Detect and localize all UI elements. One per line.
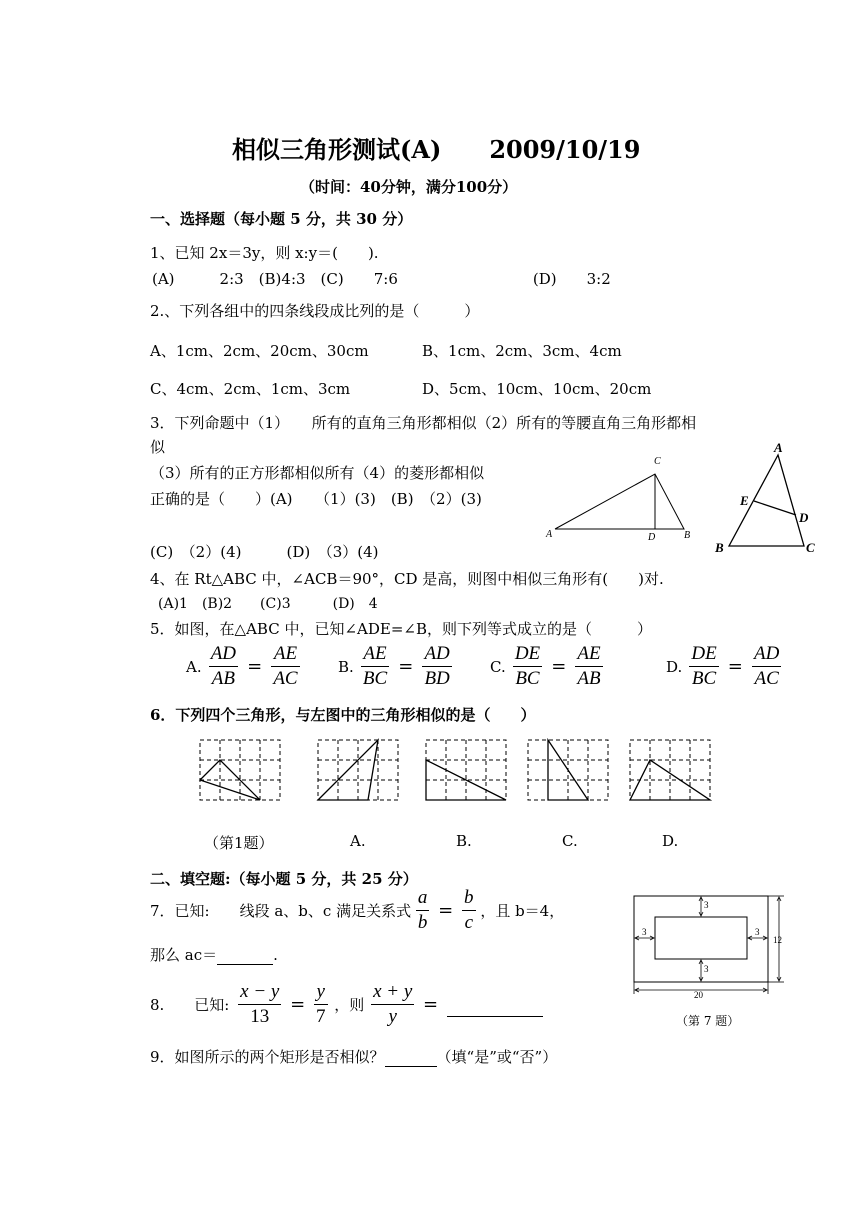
q7-stem-a: 7．已知: 线段 a、b、c 满足关系式 — [150, 901, 412, 920]
label-e: E — [740, 493, 749, 508]
q5-a-left-num: AD — [209, 642, 238, 667]
q5-c-left-fraction — [513, 642, 542, 691]
q5-option-d — [666, 642, 781, 691]
q3-line4: 正确的是（ ）(A) （1）(3) (B) （2）(3) — [150, 490, 482, 508]
q8-frac2-den: 7 — [316, 1006, 326, 1027]
dim-bottom: 3 — [704, 964, 709, 974]
q5-c-right-num: AE — [575, 642, 602, 667]
q5-b-eq: = — [398, 656, 414, 677]
section2-heading: 二、填空题:（每小题 5 分，共 25 分） — [150, 870, 418, 888]
q8-line — [150, 980, 543, 1029]
label-d2: D — [799, 510, 809, 525]
q8-frac3 — [371, 980, 414, 1029]
q8-frac1-den: 13 — [250, 1006, 270, 1027]
q9-stem-b: （填“是”或“否”） — [436, 1048, 558, 1066]
q5-c-right-fraction — [575, 642, 602, 691]
grid-option-d — [628, 738, 712, 802]
q7-frac1-den: b — [417, 912, 428, 933]
label-b: B — [684, 530, 691, 541]
q5-a-left-fraction — [209, 642, 238, 691]
dim-height: 12 — [773, 935, 782, 945]
triangle-ade-figure — [712, 440, 832, 560]
q2-stem: 2.、下列各组中的四条线段成比列的是（ ） — [150, 302, 480, 320]
q8-frac3-num: x + y — [371, 980, 414, 1005]
q5-c-left-den: BC — [515, 668, 540, 689]
q5-d-left-num: DE — [689, 642, 718, 667]
q1-stem: 1、已知 2x＝3y，则 x:y＝( ). — [150, 244, 379, 262]
q5-a-right-den: AC — [273, 668, 298, 689]
q7-answer-blank[interactable] — [217, 946, 273, 965]
q5-b-right-fraction — [422, 642, 451, 691]
q6-caption-ref: （第1题） — [204, 834, 274, 852]
q2-option-b: B、1cm、2cm、3cm、4cm — [422, 342, 622, 360]
q8-answer-blank[interactable] — [447, 992, 543, 1017]
q6-stem: 6．下列四个三角形，与左图中的三角形相似的是（ ） — [150, 706, 536, 724]
dim-left: 3 — [642, 927, 647, 937]
q5-a-left-den: AB — [211, 668, 235, 689]
grid-option-b — [424, 738, 508, 802]
q8-mid: ，则 — [334, 995, 365, 1014]
page-subtitle: （时间：40分钟，满分100分） — [300, 178, 518, 196]
q7-line2 — [150, 944, 278, 965]
q8-frac1 — [238, 980, 281, 1029]
q3-line5: (C) （2）(4) (D) （3）(4) — [150, 543, 379, 561]
q5-a-right-fraction — [271, 642, 299, 691]
q5-b-right-den: BD — [424, 668, 450, 689]
q5-option-b — [338, 642, 452, 691]
q7-frac1-num: a — [416, 886, 430, 911]
q7-frac2-num: b — [462, 886, 476, 911]
q1-options: (A) 2:3 (B)4:3 (C) 7:6 (D) 3:2 — [152, 270, 611, 288]
q7-stem-b: ，且 b＝4， — [480, 901, 565, 920]
q5-option-a — [186, 642, 300, 691]
q5-b-left-num: AE — [361, 642, 389, 667]
q8-stem-a: 8. 已知: — [150, 995, 230, 1014]
q8-frac1-num: x − y — [238, 980, 281, 1005]
q5-d-eq: = — [727, 656, 743, 677]
q6-caption-c: C. — [562, 832, 578, 850]
q8-frac3-den: y — [388, 1006, 397, 1027]
q5-d-label: D. — [666, 657, 683, 676]
q5-b-left-den: BC — [362, 668, 388, 689]
q5-b-left-fraction — [361, 642, 389, 691]
dim-width: 20 — [694, 990, 703, 1000]
q5-b-label: B. — [338, 657, 354, 676]
q5-d-right-num: AD — [752, 642, 781, 667]
label-d: D — [648, 532, 656, 543]
label-c: C — [654, 456, 661, 467]
q7-eq: = — [438, 899, 454, 921]
q2-option-c: C、4cm、2cm、1cm、3cm — [150, 380, 351, 398]
q4-stem: 4、在 Rt△ABC 中，∠ACB＝90°，CD 是高，则图中相似三角形有( )对. — [150, 570, 664, 588]
label-b2: B — [715, 540, 724, 555]
label-c2: C — [806, 540, 815, 555]
right-triangle-figure — [540, 448, 700, 544]
q5-option-c — [490, 642, 603, 691]
q4-options: (A)1 (B)2 (C)3 (D) 4 — [158, 596, 378, 612]
dim-right: 3 — [755, 927, 760, 937]
q5-a-right-num: AE — [271, 642, 299, 667]
q9-line — [150, 1046, 557, 1067]
dim-top: 3 — [704, 900, 709, 910]
q2-option-a: A、1cm、2cm、20cm、30cm — [150, 342, 369, 360]
q3-line1: 3．下列命题中（1） 所有的直角三角形都相似（2）所有的等腰直角三角形都相 — [150, 414, 697, 432]
q3-line3: （3）所有的正方形都相似所有（4）的菱形都相似 — [150, 464, 485, 482]
q5-c-left-num: DE — [513, 642, 542, 667]
q5-d-right-fraction — [752, 642, 781, 691]
label-a2: A — [774, 440, 783, 455]
q5-d-left-den: BC — [691, 668, 717, 689]
rectangles-figure — [628, 892, 788, 1000]
q5-c-label: C. — [490, 657, 506, 676]
q5-b-right-num: AD — [422, 642, 451, 667]
grid-option-c — [526, 738, 610, 802]
q9-answer-blank[interactable] — [385, 1048, 437, 1067]
q6-caption-d: D. — [662, 832, 679, 850]
q7-line2-text: 那么 ac＝ — [150, 946, 218, 964]
q6-caption-b: B. — [456, 832, 472, 850]
page-title: 相似三角形测试(A) 2009/10/19 — [232, 135, 641, 164]
q8-eq2: = — [423, 993, 439, 1015]
grid-option-a — [316, 738, 400, 802]
q7-frac2 — [462, 886, 476, 935]
q8-eq1: = — [290, 993, 306, 1015]
q7-frac2-den: c — [464, 912, 473, 933]
q2-option-d: D、5cm、10cm、10cm、20cm — [422, 380, 652, 398]
label-a: A — [546, 529, 553, 540]
section1-heading: 一、选择题（每小题 5 分，共 30 分） — [150, 210, 413, 228]
q5-d-left-fraction — [689, 642, 718, 691]
q7-frac1 — [416, 886, 430, 935]
q7-line1 — [150, 886, 564, 935]
q5-stem: 5．如图，在△ABC 中，已知∠ADE=∠B，则下列等式成立的是（ ） — [150, 620, 652, 638]
grid-reference-triangle — [198, 738, 282, 802]
rectangles-figure-caption: （第 7 题） — [676, 1014, 740, 1028]
q5-d-right-den: AC — [754, 668, 779, 689]
q3-line2: 似 — [150, 438, 166, 456]
q5-c-eq: = — [551, 656, 567, 677]
q7-line2-end: . — [273, 946, 278, 964]
q5-a-eq: = — [247, 656, 263, 677]
q5-c-right-den: AB — [577, 668, 601, 689]
q5-a-label: A. — [186, 657, 202, 676]
q8-frac2-num: y — [314, 980, 328, 1005]
q8-frac2 — [314, 980, 328, 1029]
q9-stem-a: 9．如图所示的两个矩形是否相似？ — [150, 1048, 385, 1066]
q6-caption-a: A. — [350, 832, 366, 850]
